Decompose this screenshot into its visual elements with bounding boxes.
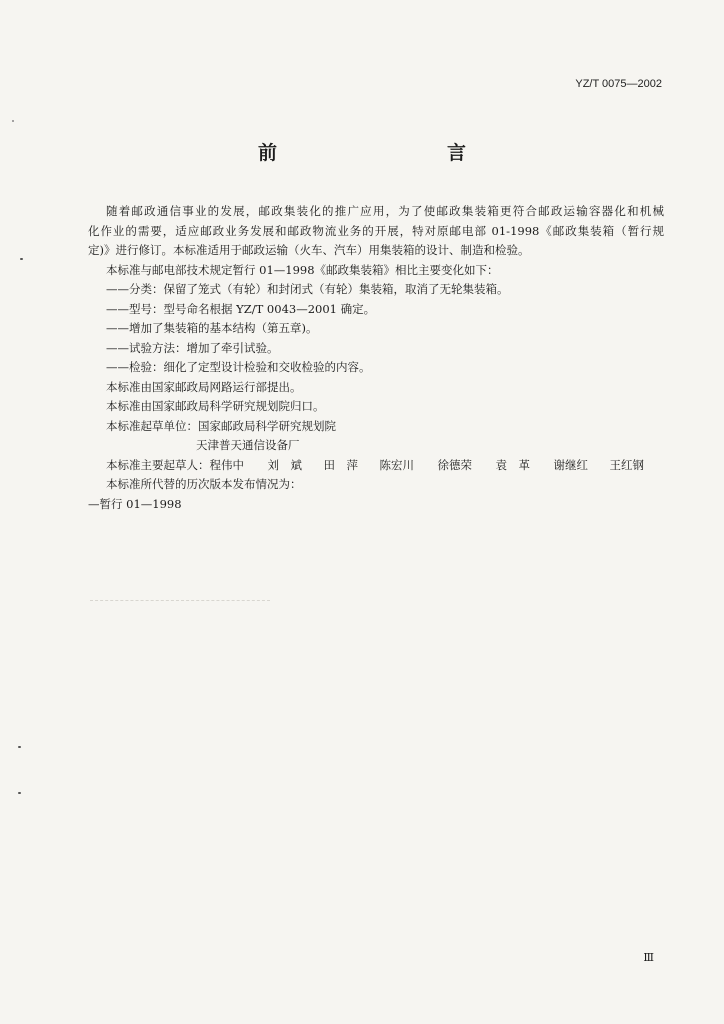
intro-line-2: 化作业的需要，适应邮政业务发展和邮政物流业务的开展，特对原邮电部 01-1998《邮政集装箱（暂行规 [88, 223, 664, 238]
history-label: 本标准所代替的历次版本发布情况为： [106, 477, 302, 491]
drafters-list [210, 456, 654, 476]
page-title: 前 言 [257, 142, 510, 164]
scan-speck [20, 258, 23, 260]
drafter-name: 陈宏川 [379, 457, 414, 472]
scan-speck [12, 120, 14, 122]
change-item-4: ——试验方法：增加了牵引试验。 [106, 340, 279, 355]
changes-intro: 本标准与邮电部技术规定暂行 01—1998《邮政集装箱》相比主要变化如下： [106, 262, 499, 277]
drafter-name: 王红钢 [609, 457, 644, 472]
proposed-by: 本标准由国家邮政局网路运行部提出。 [106, 379, 302, 394]
drafter-name: 袁 革 [495, 457, 530, 472]
foreword-body [88, 202, 664, 514]
page-number: Ⅲ [643, 951, 654, 964]
change-item-5: ——检验：细化了定型设计检验和交收检验的内容。 [106, 360, 371, 374]
scan-speck [18, 746, 21, 748]
managed-by: 本标准由国家邮政局科学研究规划院归口。 [106, 399, 325, 413]
change-item-1: ——分类：保留了笼式（有轮）和封闭式（有轮）集装箱，取消了无轮集装箱。 [106, 282, 509, 296]
change-item-3: ——增加了集装箱的基本结构（第五章)。 [106, 321, 318, 335]
history-item: —暂行 01—1998 [88, 496, 182, 511]
drafters-line [88, 456, 664, 476]
drafters-label: 本标准主要起草人： [106, 457, 210, 472]
scan-speck [18, 792, 21, 794]
drafter-name: 程伟中 [209, 457, 244, 472]
intro-line-3: 定)》进行修订。本标准适用于邮政运输（火车、汽车）用集装箱的设计、制造和检验。 [88, 243, 530, 257]
drafting-units: 本标准起草单位：国家邮政局科学研究规划院 [106, 418, 336, 433]
drafter-name: 谢继红 [553, 457, 588, 472]
standard-code: YZ/T 0075—2002 [575, 78, 662, 90]
drafting-unit-2: 天津普天通信设备厂 [196, 438, 300, 452]
drafter-name: 田 萍 [323, 457, 358, 472]
drafter-name: 徐德荣 [437, 457, 472, 472]
faint-scan-line [90, 600, 270, 601]
intro-line-1: 随着邮政通信事业的发展，邮政集装化的推广应用，为了使邮政集装箱更符合邮政运输容器化和机械 [106, 204, 664, 218]
change-item-2: ——型号：型号命名根据 YZ/T 0043—2001 确定。 [106, 301, 376, 316]
drafter-name: 刘 斌 [267, 457, 302, 472]
